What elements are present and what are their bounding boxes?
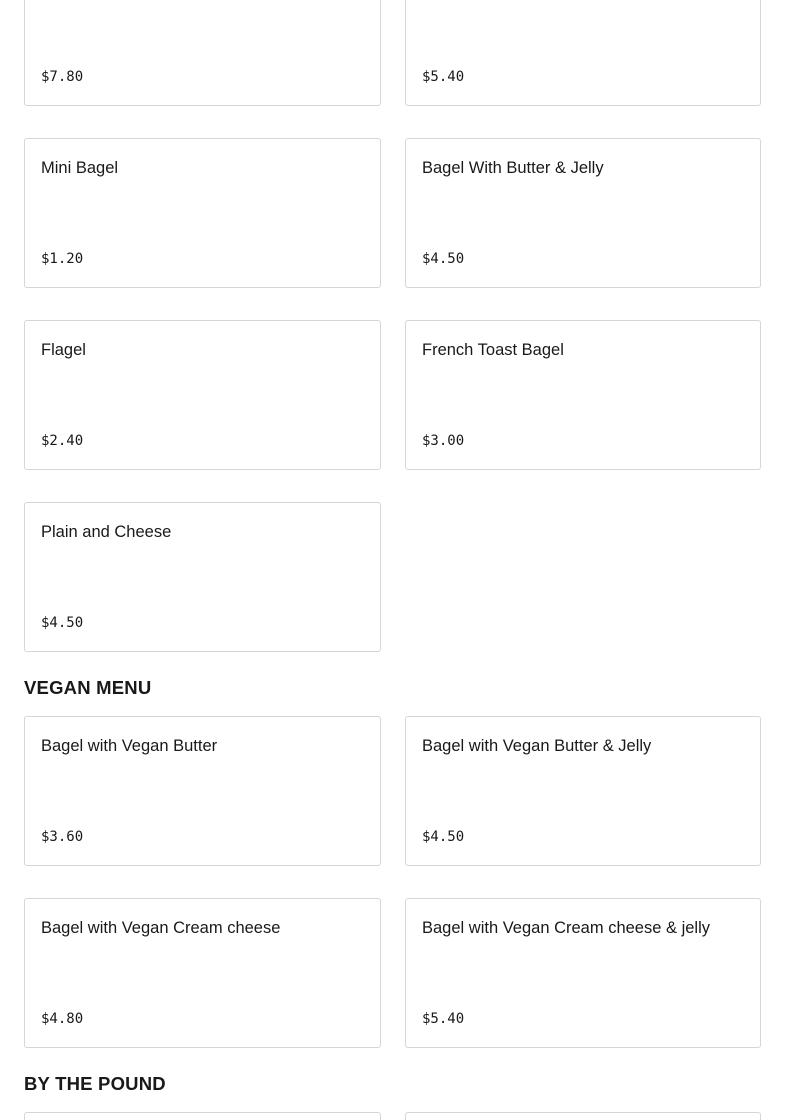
menu-item-price: $2.40: [41, 433, 84, 449]
menu-item-card[interactable]: [405, 1112, 761, 1120]
menu-item-card[interactable]: [24, 716, 381, 866]
menu-item-price: $4.50: [422, 829, 465, 845]
menu-item-name: Bagel with Vegan Butter: [41, 737, 218, 755]
menu-item-name: Bagel With Butter & Jelly: [422, 159, 604, 177]
menu-item-name: Bagel with Vegan Cream cheese: [41, 919, 281, 937]
menu-item-card[interactable]: [24, 320, 381, 470]
menu-item-card[interactable]: [24, 138, 381, 288]
menu-item-name: Flagel: [41, 341, 86, 359]
section-title-by-the-pound: BY THE POUND: [24, 1073, 166, 1094]
section-title-vegan-menu: VEGAN MENU: [24, 677, 152, 698]
menu-item-card[interactable]: [405, 320, 761, 470]
menu-item-price: $7.80: [41, 69, 84, 85]
menu-item-name: Bagel with Vegan Butter & Jelly: [422, 737, 652, 755]
menu-item-card[interactable]: [24, 0, 381, 106]
menu-item-name: Bagel with Vegan Cream cheese & jelly: [422, 919, 710, 937]
menu-item-price: $5.40: [422, 69, 465, 85]
menu-item-price: $4.80: [41, 1011, 84, 1027]
menu-item-card[interactable]: [24, 898, 381, 1048]
menu-item-card[interactable]: [24, 1112, 381, 1120]
menu-item-card[interactable]: [405, 0, 761, 106]
menu-item-price: $1.20: [41, 251, 84, 267]
menu-item-price: $3.00: [422, 433, 465, 449]
menu-item-card[interactable]: [405, 138, 761, 288]
menu-item-price: $4.50: [41, 615, 84, 631]
menu-item-price: $3.60: [41, 829, 84, 845]
menu-item-name: Plain and Cheese: [41, 523, 172, 541]
menu-item-price: $4.50: [422, 251, 465, 267]
menu-item-name: French Toast Bagel: [422, 341, 564, 359]
menu-item-card[interactable]: [405, 898, 761, 1048]
menu-item-name: Mini Bagel: [41, 159, 119, 177]
menu-item-price: $5.40: [422, 1011, 465, 1027]
menu-item-card[interactable]: [405, 716, 761, 866]
menu-item-card[interactable]: [24, 502, 381, 652]
